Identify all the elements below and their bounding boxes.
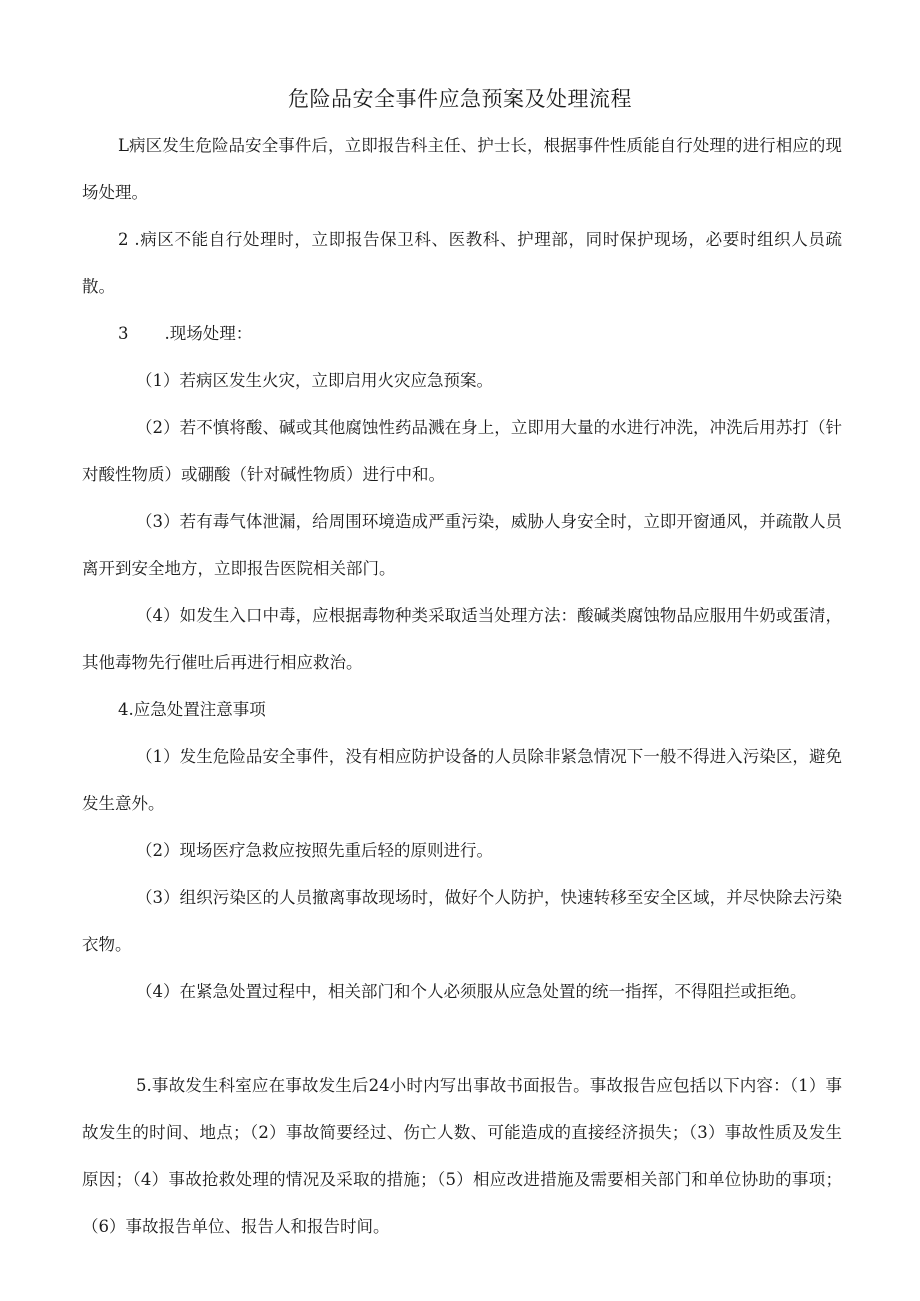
- paragraph-onsite-3: （3）若有毒气体泄漏，给周围环境造成严重污染，威胁人身安全时，立即开窗通风，并疏散人员离开到安全地方，立即报告医院相关部门。: [82, 512, 842, 578]
- paragraph-onsite-1: （1）若病区发生火灾，立即启用火灾应急预案。: [136, 371, 493, 390]
- step-3-number: 3: [118, 324, 129, 343]
- step-3-label: .现场处理：: [164, 324, 253, 343]
- paragraph-step-4-heading: 4.应急处置注意事项: [118, 700, 266, 719]
- paragraph-step-2: 2 .病区不能自行处理时，立即报告保卫科、医教科、护理部，同时保护现场，必要时组织人员疏散。: [82, 230, 842, 296]
- paragraph-notice-4: （4）在紧急处置过程中，相关部门和个人必须服从应急处置的统一指挥，不得阻拦或拒绝。: [136, 982, 807, 1001]
- paragraph-step-1: L病区发生危险品安全事件后，立即报告科主任、护士长，根据事件性质能自行处理的进行相应的现场处理。: [82, 136, 842, 202]
- paragraph-step-3-heading: [82, 310, 842, 357]
- document-title: 危险品安全事件应急预案及处理流程: [288, 87, 632, 111]
- paragraph-notice-1: （1）发生危险品安全事件，没有相应防护设备的人员除非紧急情况下一般不得进入污染区，避免发生意外。: [82, 747, 842, 813]
- paragraph-onsite-4: （4）如发生入口中毒，应根据毒物种类采取适当处理方法：酸碱类腐蚀物品应服用牛奶或蛋清，其他毒物先行催吐后再进行相应救治。: [82, 606, 842, 672]
- paragraph-onsite-2: （2）若不慎将酸、碱或其他腐蚀性药品溅在身上，立即用大量的水进行冲洗，冲洗后用苏打（针对酸性物质）或硼酸（针对碱性物质）进行中和。: [82, 418, 842, 484]
- paragraph-notice-2: （2）现场医疗急救应按照先重后轻的原则进行。: [136, 841, 493, 860]
- paragraph-notice-3: （3）组织污染区的人员撤离事故现场时，做好个人防护，快速转移至安全区域，并尽快除去污染衣物。: [82, 888, 842, 954]
- paragraph-step-5: 5.事故发生科室应在事故发生后24小时内写出事故书面报告。事故报告应包括以下内容：（1）事故发生的时间、地点；（2）事故简要经过、伤亡人数、可能造成的直接经济损失；（3）事故性质及发生原因；（4）事故抢救处理的情况及采取的措施；（5）相应改进措施及需要相关部门和单位协助的事项；（6）事故报告单位、报告人和报告时间。: [82, 1076, 842, 1236]
